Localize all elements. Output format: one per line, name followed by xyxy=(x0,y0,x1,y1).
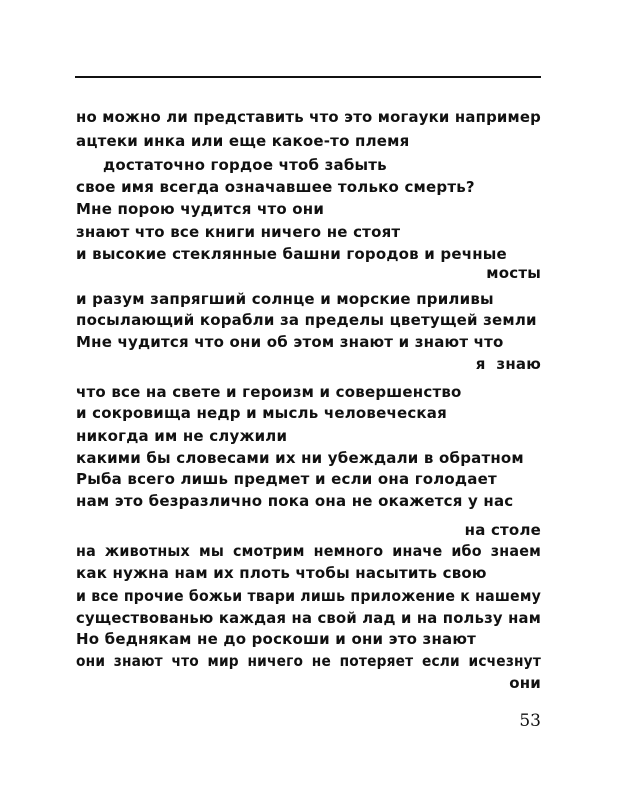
poem-line-11: Мне чудится что они об этом знают и знают что xyxy=(76,333,504,351)
poem-line-21: как нужна нам их плоть чтобы насытить свою xyxy=(76,564,487,582)
poem-line-23: существованью каждая на свой лад и на пользу нам xyxy=(76,609,541,627)
poem-line-12: я знаю xyxy=(475,355,541,373)
poem-line-13: что все на свете и героизм и совершенство xyxy=(76,383,462,401)
poem-line-24: Но беднякам не до роскоши и они это знают xyxy=(76,630,477,648)
poem-line-14: и сокровища недр и мысль человеческая xyxy=(76,404,447,422)
poem-line-18: нам это безразлично пока она не окажется у нас xyxy=(76,492,514,510)
poem-line-2: ацтеки инка или еще какое-то племя xyxy=(76,132,410,150)
poem-line-6: знают что все книги ничего не стоят xyxy=(76,223,401,241)
poem-line-15: никогда им не служили xyxy=(76,427,288,445)
poem-line-26: они xyxy=(509,674,541,692)
poem-line-16: какими бы словесами их ни убеждали в обратном xyxy=(76,449,524,467)
poem-line-7: и высокие стеклянные башни городов и речные xyxy=(76,245,507,263)
poem-line-9: и разум запрягший солнце и морские приливы xyxy=(76,290,494,308)
poem-line-25: они знают что мир ничего не потеряет если исчезнут xyxy=(76,652,541,670)
poem-line-19: на столе xyxy=(464,521,541,539)
poem-line-1: но можно ли представить что это могауки например xyxy=(76,108,541,126)
header-rule xyxy=(75,76,541,78)
poem-line-17: Рыба всего лишь предмет и если она голодает xyxy=(76,470,497,488)
poem-line-3: достаточно гордое чтоб забыть xyxy=(103,156,387,174)
page-number: 53 xyxy=(519,711,541,731)
poem-line-4: свое имя всегда означавшее только смерть? xyxy=(76,178,475,196)
poem-line-20: на животных мы смотрим немного иначе ибо знаем xyxy=(76,542,541,560)
poem-line-8: мосты xyxy=(486,264,541,282)
poem-line-5: Мне порою чудится что они xyxy=(76,200,325,218)
poem-line-22: и все прочие божьи твари лишь приложение к нашему xyxy=(76,587,541,605)
poem-line-10: посылающий корабли за пределы цветущей земли xyxy=(76,311,537,329)
